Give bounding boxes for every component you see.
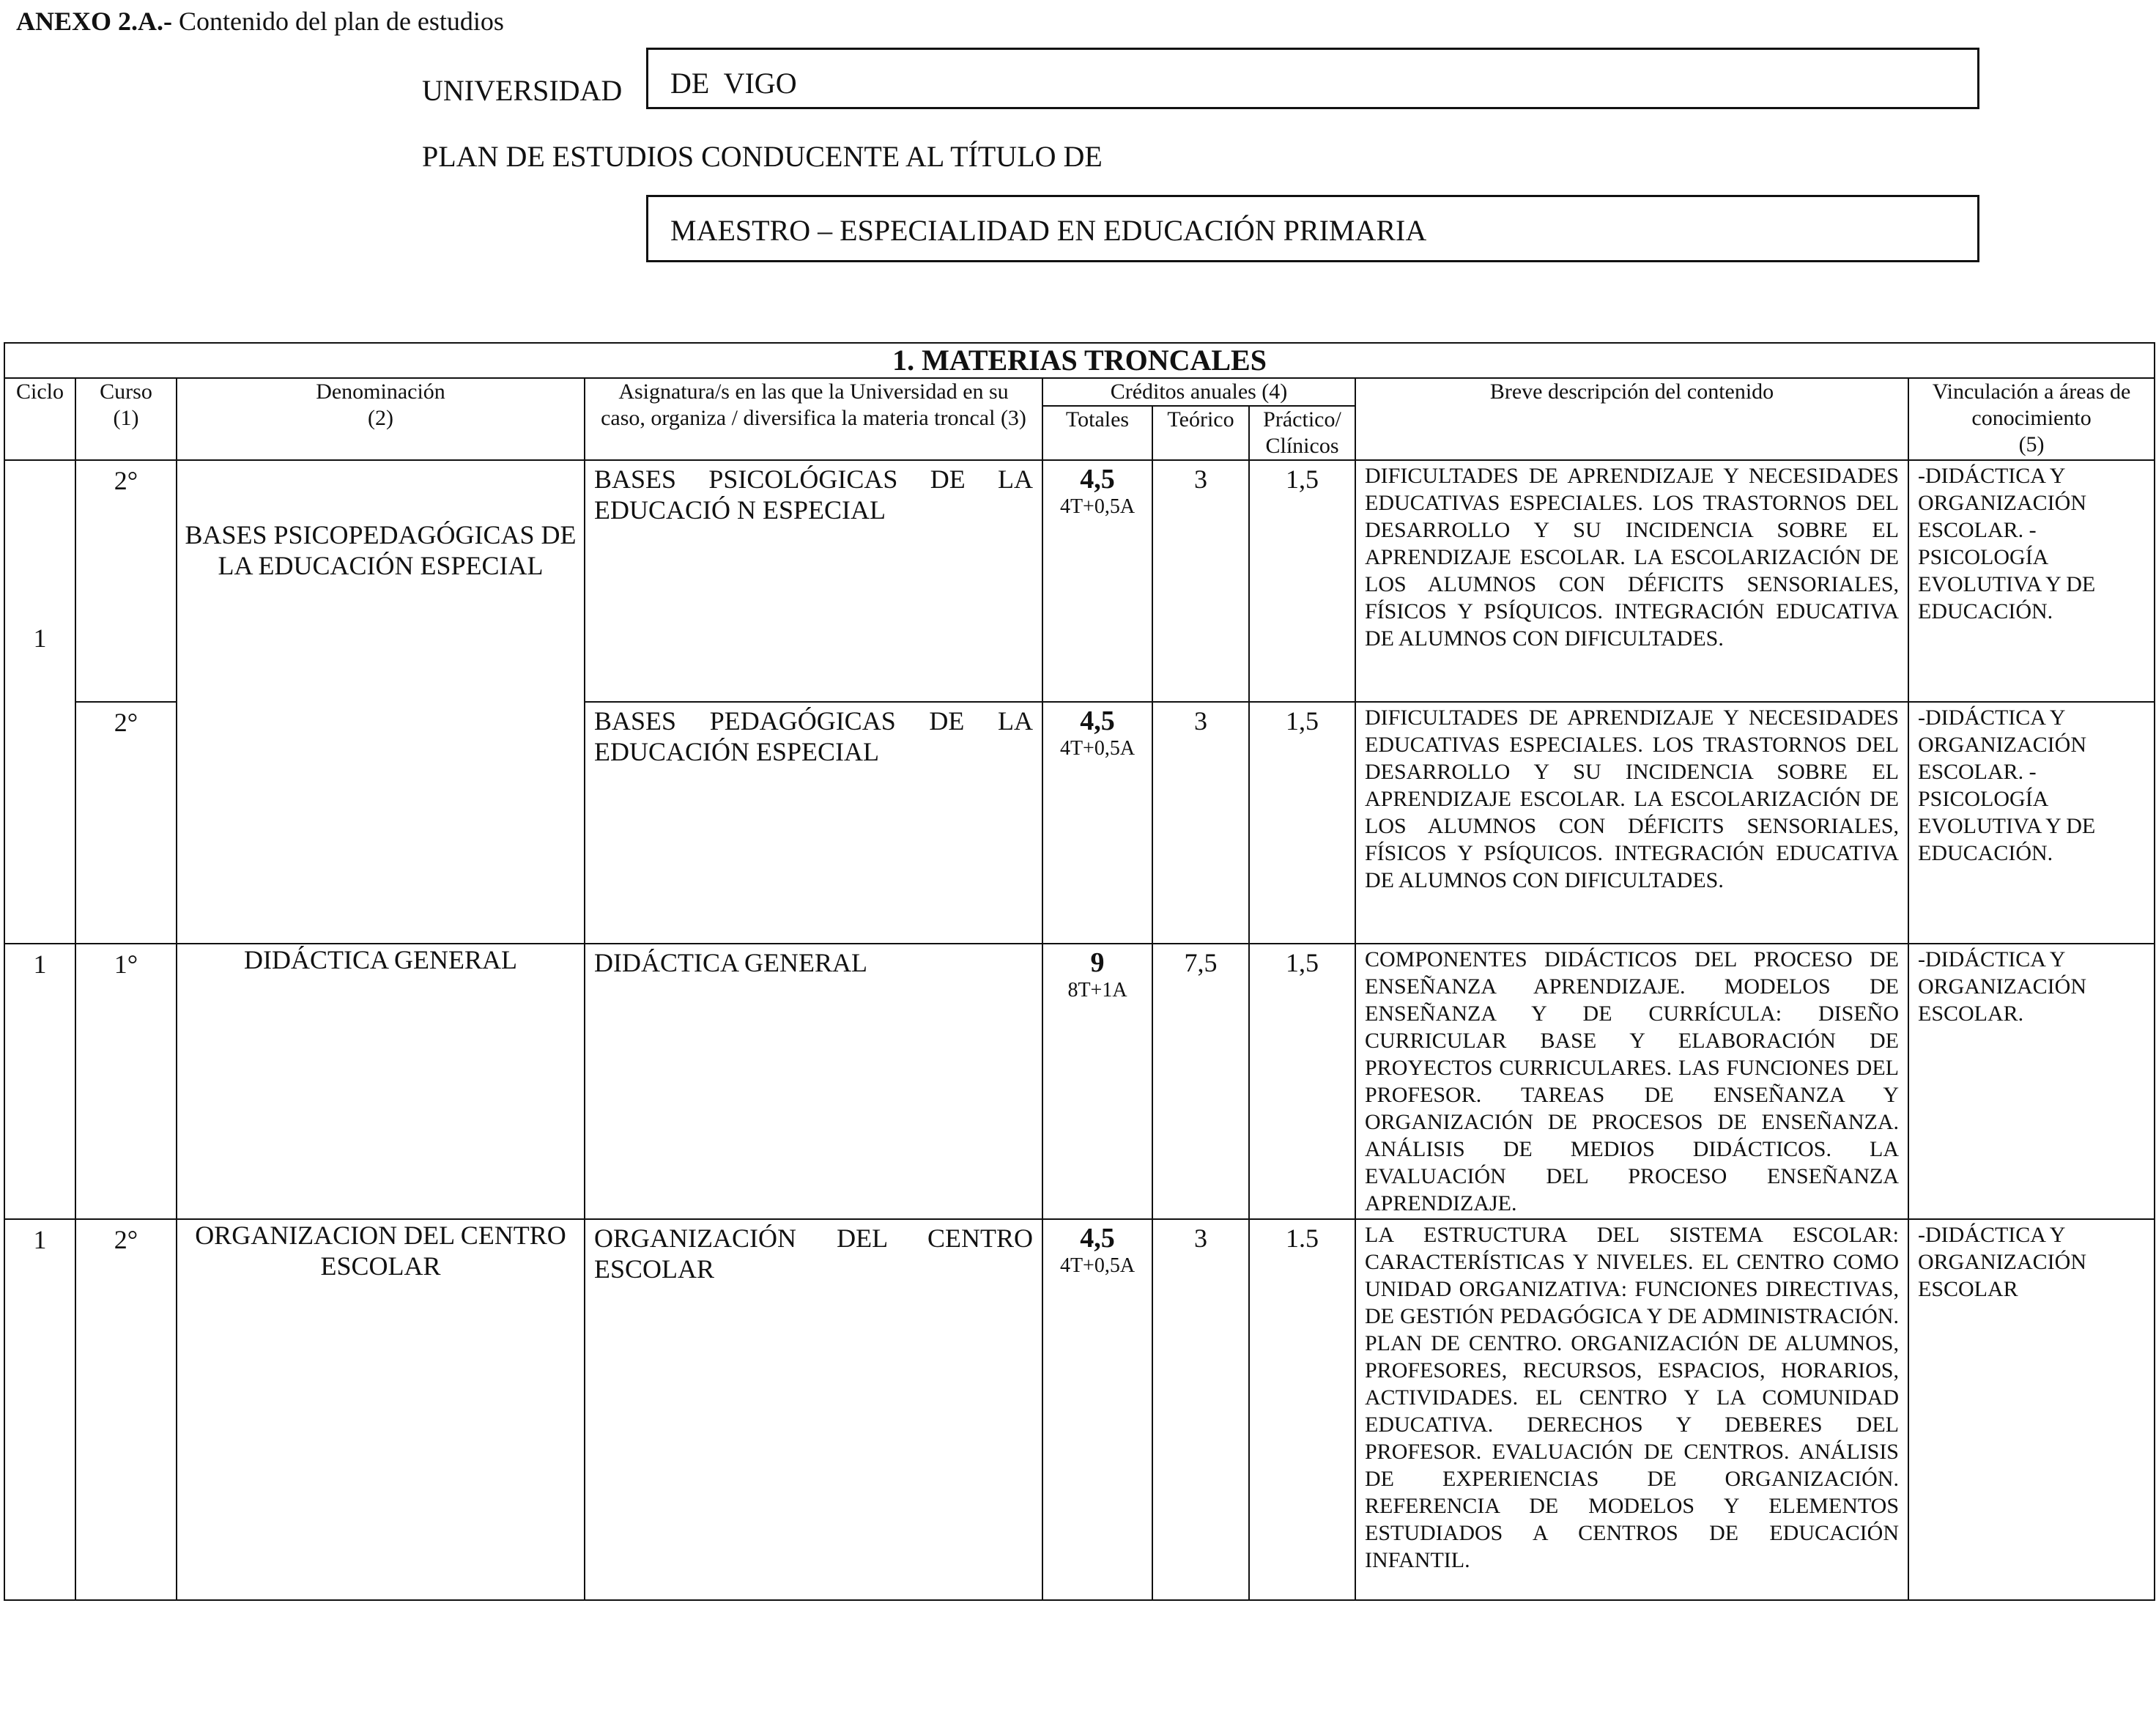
annex-text: Contenido del plan de estudios <box>172 7 504 36</box>
totales-value: 9 <box>1090 947 1105 978</box>
col-practico-header: Práctico/ Clínicos <box>1249 406 1355 460</box>
annex-label: ANEXO 2.A.- <box>16 7 172 36</box>
cell-curso: 2° <box>75 702 177 944</box>
col-ciclo-label: Ciclo <box>16 380 64 404</box>
cell-curso: 1° <box>75 944 177 1219</box>
cell-denominacion: ORGANIZACION DEL CENTRO ESCOLAR <box>177 1219 585 1600</box>
col-curso-note: (1) <box>113 406 139 430</box>
cell-descripcion: COMPONENTES DIDÁCTICOS DEL PROCESO DE ENSEÑANZA APRENDIZAJE. MODELOS DE ENSEÑANZA Y DE CURRÍCULA: DISEÑO CURRICULAR BASE Y ELABORACIÓN DE PROYECTOS CURRICULARES. LAS FUNCIONES DEL PROFESOR. TAREAS DE ENSEÑANZA Y ORGANIZACIÓN DE PROCESOS DE ENSEÑANZA. ANÁLISIS DE MEDIOS DIDÁCTICOS. LA EVALUACIÓN DEL PROCESO ENSEÑANZA APRENDIZAJE. <box>1355 944 1908 1219</box>
col-totales-header: Totales <box>1042 406 1152 460</box>
cell-ciclo: 1 <box>4 460 75 944</box>
university-value: DE VIGO <box>670 67 797 100</box>
table-caption: 1. MATERIAS TRONCALES <box>4 343 2155 378</box>
cell-totales <box>1042 702 1152 944</box>
cell-practico: 1,5 <box>1249 944 1355 1219</box>
cell-practico: 1.5 <box>1249 1219 1355 1600</box>
cell-vinculacion: -DIDÁCTICA Y ORGANIZACIÓN ESCOLAR. <box>1908 944 2155 1219</box>
cell-teorico: 3 <box>1152 460 1249 702</box>
subjects-table <box>4 342 2155 1601</box>
col-vinculacion-header <box>1908 378 2155 460</box>
cell-totales <box>1042 944 1152 1219</box>
cell-denominacion: BASES PSICOPEDAGÓGICAS DE LA EDUCACIÓN ESPECIAL <box>177 460 585 944</box>
col-vinculacion-note: (5) <box>2018 432 2045 456</box>
totales-detail: 4T+0,5A <box>1059 495 1136 518</box>
col-asignaturas-label: Asignatura/s en las que la Universidad en su caso, organiza / diversifica la materia troncal (3) <box>601 380 1026 430</box>
cell-asignatura: ORGANIZACIÓN DEL CENTRO ESCOLAR <box>585 1219 1042 1600</box>
table-row <box>4 460 2155 702</box>
col-creditos-label: Créditos anuales (4) <box>1110 380 1288 404</box>
cell-vinculacion: -DIDÁCTICA Y ORGANIZACIÓN ESCOLAR <box>1908 1219 2155 1600</box>
col-vinculacion-label: Vinculación a áreas de conocimiento <box>1932 380 2131 430</box>
totales-detail: 8T+1A <box>1067 979 1127 1002</box>
degree-title-value: MAESTRO – ESPECIALIDAD EN EDUCACIÓN PRIMARIA <box>670 214 1427 247</box>
cell-curso: 2° <box>75 460 177 702</box>
col-denominacion-note: (2) <box>368 406 393 430</box>
cell-totales <box>1042 1219 1152 1600</box>
cell-denominacion: DIDÁCTICA GENERAL <box>177 944 585 1219</box>
col-descripcion-header <box>1355 378 1908 460</box>
cell-vinculacion: -DIDÁCTICA Y ORGANIZACIÓN ESCOLAR. -PSICOLOGÍA EVOLUTIVA Y DE EDUCACIÓN. <box>1908 702 2155 944</box>
university-field <box>646 48 1979 109</box>
cell-descripcion: DIFICULTADES DE APRENDIZAJE Y NECESIDADES EDUCATIVAS ESPECIALES. LOS TRASTORNOS DEL DESARROLLO Y SU INCIDENCIA SOBRE EL APRENDIZAJE ESCOLAR. LA ESCOLARIZACIÓN DE LOS ALUMNOS CON DÉFICITS SENSORIALES, FÍSICOS Y PSÍQUICOS. INTEGRACIÓN EDUCATIVA DE ALUMNOS CON DIFICULTADES. <box>1355 460 1908 702</box>
col-denominacion-header <box>177 378 585 460</box>
totales-value: 4,5 <box>1080 464 1115 495</box>
cell-ciclo: 1 <box>4 1219 75 1600</box>
totales-detail: 4T+0,5A <box>1059 737 1136 760</box>
university-label: UNIVERSIDAD <box>422 74 623 107</box>
cell-curso: 2° <box>75 1219 177 1600</box>
cell-totales <box>1042 460 1152 702</box>
col-curso-header <box>75 378 177 460</box>
totales-detail: 4T+0,5A <box>1059 1254 1136 1277</box>
cell-ciclo: 1 <box>4 944 75 1219</box>
plan-label: PLAN DE ESTUDIOS CONDUCENTE AL TÍTULO DE <box>422 140 1103 173</box>
cell-practico: 1,5 <box>1249 702 1355 944</box>
cell-teorico: 3 <box>1152 1219 1249 1600</box>
totales-value: 4,5 <box>1080 706 1115 736</box>
col-curso-label: Curso <box>100 380 152 404</box>
cell-teorico: 3 <box>1152 702 1249 944</box>
col-creditos-header <box>1042 378 1355 406</box>
cell-practico: 1,5 <box>1249 460 1355 702</box>
col-ciclo-header <box>4 378 75 460</box>
col-teorico-header: Teórico <box>1152 406 1249 460</box>
cell-asignatura: BASES PEDAGÓGICAS DE LA EDUCACIÓN ESPECIAL <box>585 702 1042 944</box>
cell-asignatura: DIDÁCTICA GENERAL <box>585 944 1042 1219</box>
cell-descripcion: DIFICULTADES DE APRENDIZAJE Y NECESIDADES EDUCATIVAS ESPECIALES. LOS TRASTORNOS DEL DESARROLLO Y SU INCIDENCIA SOBRE EL APRENDIZAJE ESCOLAR. LA ESCOLARIZACIÓN DE LOS ALUMNOS CON DÉFICITS SENSORIALES, FÍSICOS Y PSÍQUICOS. INTEGRACIÓN EDUCATIVA DE ALUMNOS CON DIFICULTADES. <box>1355 702 1908 944</box>
table-row <box>4 944 2155 1219</box>
cell-descripcion: LA ESTRUCTURA DEL SISTEMA ESCOLAR: CARACTERÍSTICAS Y NIVELES. EL CENTRO COMO UNIDAD ORGANIZATIVA: FUNCIONES DIRECTIVAS, DE GESTIÓN PEDAGÓGICA Y DE ADMINISTRACIÓN. PLAN DE CENTRO. ORGANIZACIÓN DE ALUMNOS, PROFESORES, RECURSOS, ESPACIOS, HORARIOS, ACTIVIDADES. EL CENTRO Y LA COMUNIDAD EDUCATIVA. DERECHOS Y DEBERES DEL PROFESOR. EVALUACIÓN DE CENTROS. ANÁLISIS DE EXPERIENCIAS DE ORGANIZACIÓN. REFERENCIA DE MODELOS Y ELEMENTOS ESTUDIADOS A CENTROS DE EDUCACIÓN INFANTIL. <box>1355 1219 1908 1600</box>
annex-heading <box>16 6 504 37</box>
cell-vinculacion: -DIDÁCTICA Y ORGANIZACIÓN ESCOLAR. -PSICOLOGÍA EVOLUTIVA Y DE EDUCACIÓN. <box>1908 460 2155 702</box>
col-asignaturas-header <box>585 378 1042 460</box>
totales-value: 4,5 <box>1080 1223 1115 1254</box>
col-denominacion-label: Denominación <box>316 380 445 404</box>
degree-title-field <box>646 195 1979 262</box>
cell-teorico: 7,5 <box>1152 944 1249 1219</box>
cell-asignatura: BASES PSICOLÓGICAS DE LA EDUCACIÓ N ESPECIAL <box>585 460 1042 702</box>
table-row <box>4 1219 2155 1600</box>
col-descripcion-label: Breve descripción del contenido <box>1489 380 1774 404</box>
